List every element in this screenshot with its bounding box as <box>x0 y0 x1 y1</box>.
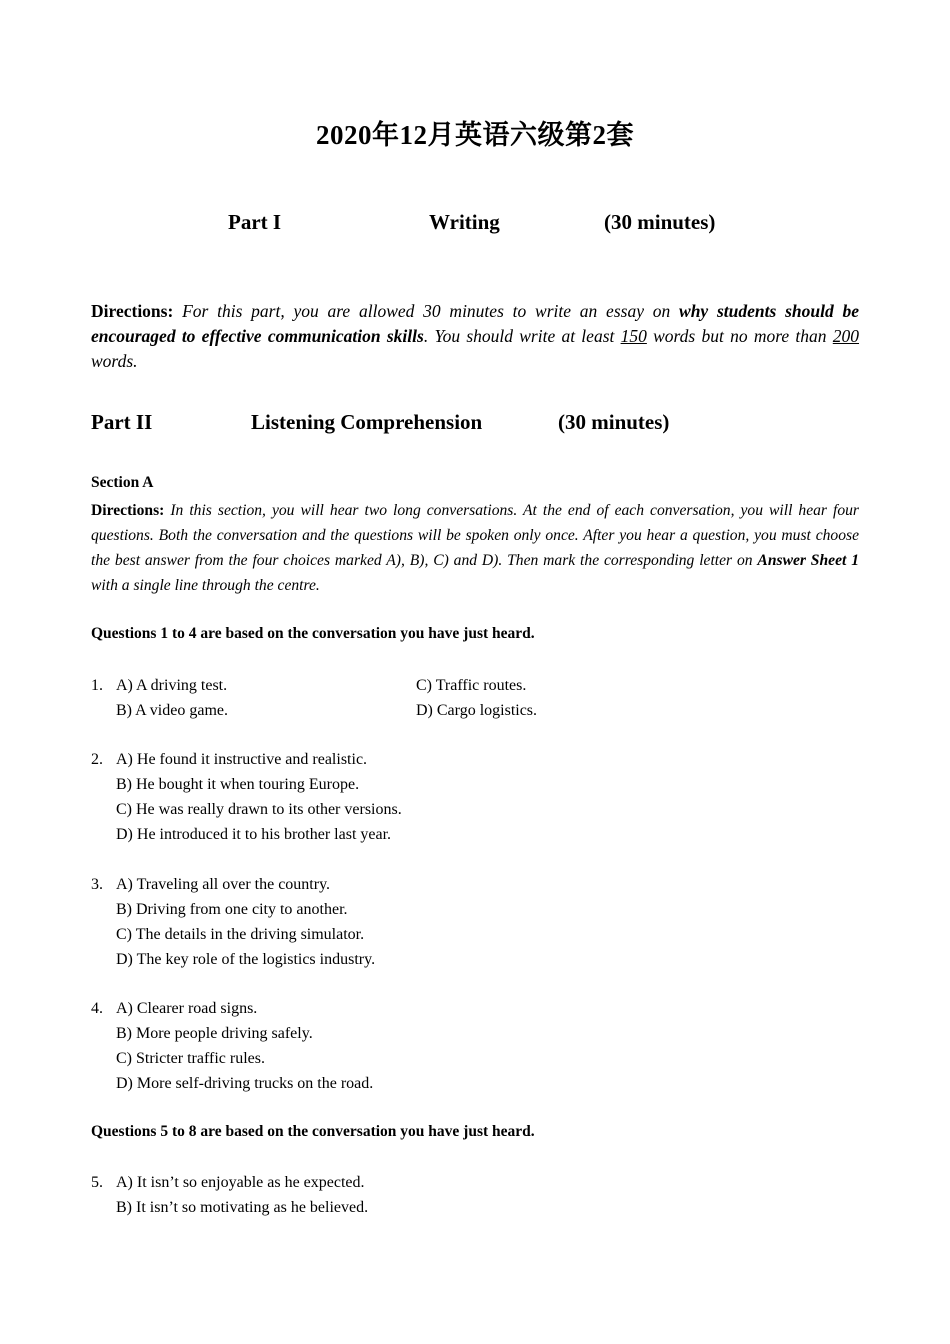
essay-topic: why students should be encouraged to effective communication skills <box>91 301 860 346</box>
answer-option: C) The details in the driving simulator. <box>116 926 365 943</box>
part1-time: (30 minutes) <box>604 210 716 234</box>
directions-text: For this part, you are allowed 30 minutes to write an essay on <box>173 301 680 321</box>
directions-label: Directions: <box>91 301 174 321</box>
answer-sheet-ref: Answer Sheet 1 <box>757 552 859 569</box>
directions-text: words. <box>91 351 138 371</box>
answer-option: C) Traffic routes. <box>416 677 527 694</box>
answer-option: D) Cargo logistics. <box>416 702 538 719</box>
answer-option: C) Stricter traffic rules. <box>116 1050 265 1067</box>
part2-name: Listening Comprehension <box>251 410 483 434</box>
answer-option: A) Traveling all over the country. <box>116 876 331 893</box>
question-number: 2. <box>91 751 103 768</box>
directions-text: words but no more than <box>646 326 833 346</box>
question-group-heading: Questions 1 to 4 are based on the conversation you have just heard. <box>91 625 535 642</box>
part1-directions <box>91 299 859 374</box>
question-item <box>91 872 859 972</box>
question-item <box>91 673 859 723</box>
answer-option: D) He introduced it to his brother last year. <box>116 826 392 843</box>
answer-option: A) He found it instructive and realistic. <box>116 751 368 768</box>
max-words: 200 <box>832 326 860 346</box>
answer-option: A) It isn’t so enjoyable as he expected. <box>116 1174 365 1191</box>
answer-option: D) The key role of the logistics industry. <box>116 951 376 968</box>
answer-option: B) It isn’t so motivating as he believed. <box>116 1199 369 1216</box>
answer-option: D) More self-driving trucks on the road. <box>116 1075 374 1092</box>
question-item <box>91 747 859 847</box>
question-number: 5. <box>91 1174 103 1191</box>
question-number: 4. <box>91 1000 103 1017</box>
part2-directions <box>91 498 859 598</box>
answer-option: B) A video game. <box>116 702 228 719</box>
directions-text: with a single line through the centre. <box>91 577 320 594</box>
answer-option: A) Clearer road signs. <box>116 1000 258 1017</box>
part2-time: (30 minutes) <box>558 410 670 434</box>
directions-text: . You should write at least <box>423 326 621 346</box>
answer-option: B) More people driving safely. <box>116 1025 313 1042</box>
answer-option: B) Driving from one city to another. <box>116 901 348 918</box>
question-item <box>91 1170 859 1220</box>
directions-text: In this section, you will hear two long conversations. At the end of each conversation, you will hear four questions. Both the conversation and the questions will be spoken only once. After you hear a question, you must choose the best answer from the four choices marked A), B), C) and D). Then mark the corresponding letter on <box>91 502 859 569</box>
question-group-heading: Questions 5 to 8 are based on the conversation you have just heard. <box>91 1123 535 1140</box>
part1-name: Writing <box>429 210 500 234</box>
answer-option: B) He bought it when touring Europe. <box>116 776 360 793</box>
min-words: 150 <box>620 326 647 346</box>
question-number: 1. <box>91 677 103 694</box>
question-item <box>91 996 859 1096</box>
page-title: 2020年12月英语六级第2套 <box>316 120 634 150</box>
question-number: 3. <box>91 876 103 893</box>
part2-label: Part II <box>91 410 153 434</box>
answer-option: C) He was really drawn to its other versions. <box>116 801 402 818</box>
answer-option: A) A driving test. <box>116 677 228 694</box>
part1-label: Part I <box>228 210 282 234</box>
directions-label: Directions: <box>91 502 165 519</box>
section-label: Section A <box>91 474 154 491</box>
